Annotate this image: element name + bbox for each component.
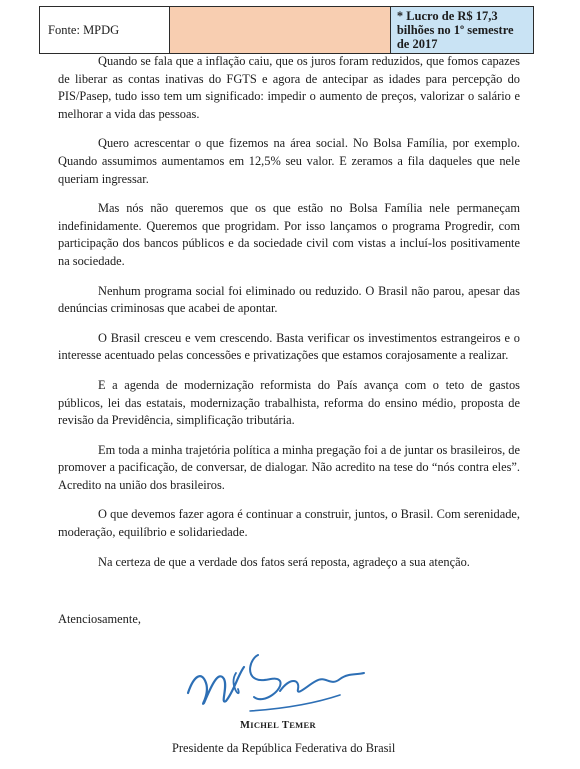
closing-salutation: Atenciosamente, <box>58 612 141 626</box>
signer-name: MICHEL TEMER <box>240 720 316 731</box>
paragraph-7: Em toda a minha trajetória política a minha pregação foi a de juntar os brasileiros, de promover a pacificação, de conversar, de dialogar. Não acredito na tese do “nós contra eles”. Acredito na união dos brasileiros. <box>58 442 520 492</box>
paragraph-1: Quando se fala que a inflação caiu, que os juros foram reduzidos, que fomos capazes de liberar as contas inativas do FGTS e agora de antecipar as idades para percepção do PIS/Pasep, tudo isso tem um significado: impedir o aumento de preços, valorizar o salário e melhorar a vida das pessoas. <box>58 54 520 121</box>
paragraph-9: Na certeza de que a verdade dos fatos será reposta, agradeço a sua atenção. <box>98 554 470 569</box>
paragraph-3: Mas nós não queremos que os que estão no Bolsa Família nele permaneçam indefinidamente. Queremos que progridam. Por isso lançamos o programa Progredir, com participação dos bancos públicos e da sociedade civil com vistas a incluí-los positivamente na sociedade. <box>58 201 520 268</box>
paragraph-8: O que devemos fazer agora é continuar a construir, juntos, o Brasil. Com serenidade, moderação, equilíbrio e solidariedade. <box>58 507 520 540</box>
handwritten-signature <box>180 645 370 725</box>
letter-body <box>58 53 520 583</box>
paragraph-6: E a agenda de modernização reformista do País avança com o teto de gastos públicos, lei das estatais, modernização trabalhista, reforma do ensino médio, proposta de revisão da Previdência, simplificação tributária. <box>58 377 520 428</box>
source-cell: Fonte: MPDG <box>40 7 170 54</box>
highlight-cell <box>170 7 391 54</box>
paragraph-4: Nenhum programa social foi eliminado ou reduzido. O Brasil não parou, apesar das denúncias criminosas que acabei de apontar. <box>58 283 520 316</box>
signer-title: Presidente da República Federativa do Brasil <box>172 741 396 755</box>
profit-note-cell: * Lucro de R$ 17,3 bilhões no 1º semestre de 2017 <box>390 7 533 54</box>
header-table <box>39 6 534 54</box>
paragraph-5: O Brasil cresceu e vem crescendo. Basta verificar os investimentos estrangeiros e o interesse acentuado pelas concessões e privatizações que estamos corajosamente a realizar. <box>58 330 520 363</box>
paragraph-2: Quero acrescentar o que fizemos na área social. No Bolsa Família, por exemplo. Quando assumimos aumentamos em 12,5% seu valor. E zeramos a fila daqueles que nele queriam ingressar. <box>58 136 520 186</box>
